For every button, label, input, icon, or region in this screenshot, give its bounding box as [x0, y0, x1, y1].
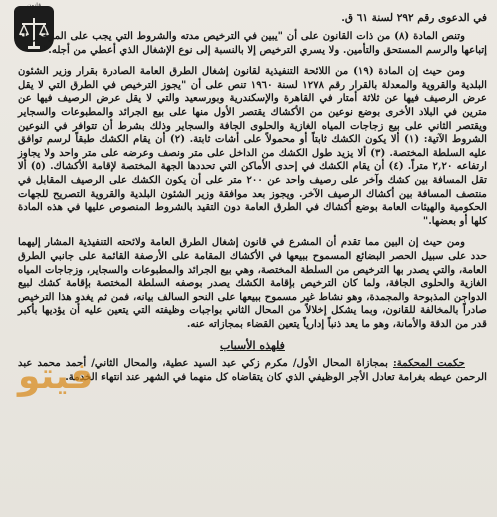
ruling-label: حكمت المحكمة:: [393, 357, 465, 370]
paragraph-article-8: وتنص المادة (٨) من ذات القانون على أن "يبين في الترخيص مدته والشروط التي يجب على المرخص له إتباعها والرسم المستحق والتأمين. ولا يسري الترخيص إلا بالنسبة إلى نوع الإشغال الذي أعطي من أجله.": [18, 30, 487, 56]
paragraph-article-19: ومن حيث إن المادة (١٩) من اللائحة التنفيذية لقانون إشغال الطرق العامة الصادرة بقرار وزير الشئون البلدية والقروية والمعدلة بالقرار رقم ١٢٧٨ لسنة ١٩٦٠ تنص على أن "يجوز الترخيص في الطرق التي لا يقل عرض الرصيف فيها عن ثلاثة أمتار في القاهرة والإسكندرية وبورسعيد والتي لا يقل عرض الرصيف فيها عن مترين في البلاد الأخرى بوضع نوعين من الأكشاك يقتصر الأول منها على بيع الجرائد والمطبوعات والسجاير ويقتصر الثاني على بيع زجاجات المياه الغازية والحلوى الجافة والسجاير وذلك بشرط أن تتوافر في النوعين الشروط الآتية: (١) ألا يكون الكشك ثابتاً أو محمولاً على أشات ثابتة. (٢) أن يقام الكشك طبقاً لرسم توافق عليه السلطة المختصة. (٣) ألا يزيد طول الكشك من الداخل على متر ونصف وعرضه على متر واحد ولا يجاوز ارتفاعه ٢,٢٠ متراً. (٤) أن يقام الكشك في إحدى الأماكن التي تحددها الجهة المختصة لإقامة الأكشاك. (٥) ألا تقل المسافة بين كشك وآخر على رصيف واحد عن ٢٠٠ متر على أن يكون الكشك على الرصيف المقابل في منتصف المسافة بين أكشاك الرصيف الآخر. ويجوز بعد موافقة وزير الشئون البلدية والقروية التصريح للجهات الحكومية والهيئات العامة بوضع أكشاك في الطرق العامة دون التقيد بالشروط المنصوص عليها في هذه المادة كلها أو بعضها.": [18, 65, 488, 227]
section-title: فلهذه الأسباب: [220, 339, 285, 353]
watermark-logo: فيتو: [18, 356, 94, 397]
paragraph-reasoning: ومن حيث إن البين مما تقدم أن المشرع في قانون إشغال الطرق العامة ولائحته التنفيذية المشار إليهما حدد على سبيل الحصر البضائع المسموح ببيعها في الأكشاك المقامة على الأرصفة القائمة على جانبي الطرق العامة، والتي يصدر بها الترخيص من السلطة المختصة، وهي بيع الجرائد والمطبوعات والسجاير، وزجاجات المياه الغازية والحلوى الجافة، ولما كان الترخيص بإقامة الكشك يصدر بوصفه السلطة المختصة بإقامة كشك لبيع الدواجن المذبوحة والمجمدة، وهو نشاط غير مسموح ببيعها على النحو السالف بيانه، فمن ثم يغدو هذا الترخيص صادراً بالمخالفة للقانون، وبما يشكل إخلالاً من المحال الثاني بواجبات وظيفته التي يتعين عليه أن يؤديها بأكبر قدر من الدقة والأمانة، وهو ما يعد ذنباً إدارياً يتعين القضاء بمجازاته عنه.: [18, 236, 487, 330]
document-body: [18, 30, 487, 392]
ruling-text: بمجازاة المحال الأول/ مكرم زكي عبد السيد عطية، والمحال الثاني/ أحمد محمد عبد الرحمن عيطه بغرامة تعادل الأجر الوظيفي الذي كان يتقاضاه كل منهما في الشهر عند انتهاء الخدمة.: [18, 357, 487, 383]
case-reference-header: في الدعوى رقم ٢٩٢ لسنة ٦١ ق.: [341, 12, 487, 24]
